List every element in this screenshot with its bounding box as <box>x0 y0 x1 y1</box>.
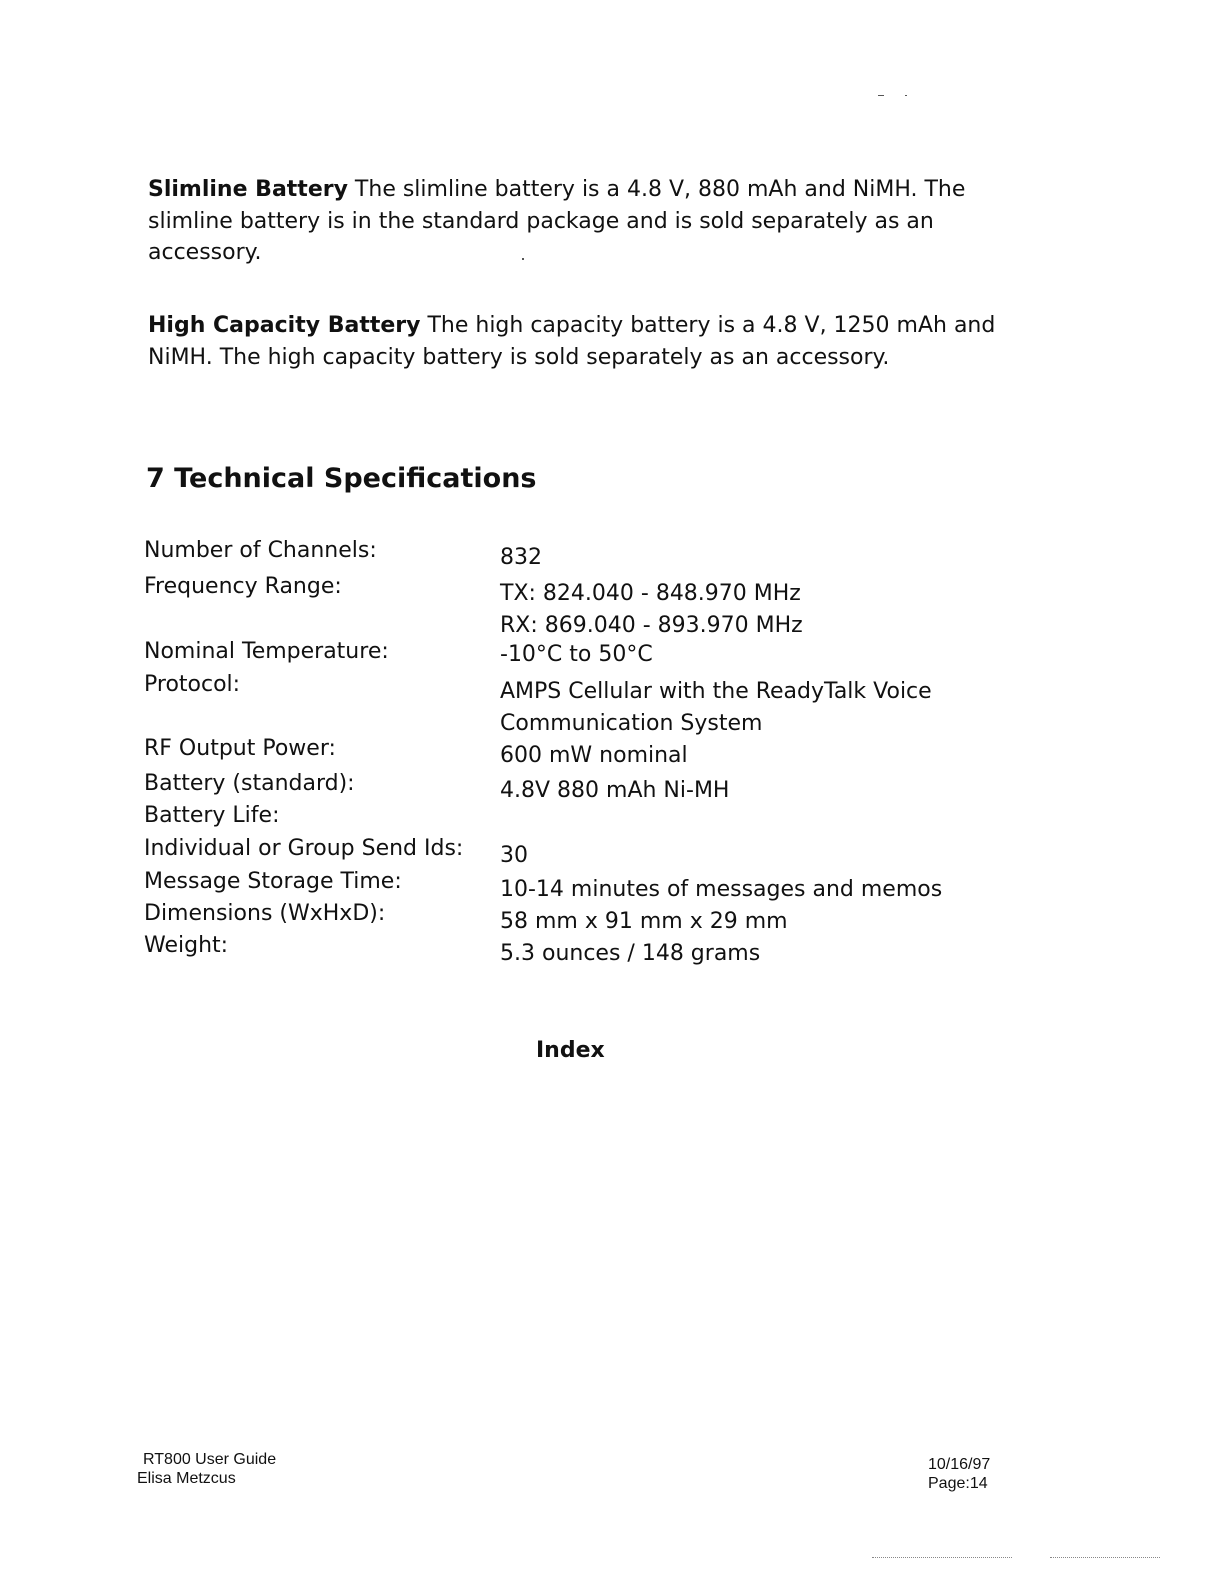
high-capacity-battery-text: The high capacity battery is a 4.8 V, 1250 mAh and NiMH. The high capacity battery is sold separately as an accessory. <box>148 313 996 370</box>
index-heading: Index <box>536 1038 605 1063</box>
spec-label: Battery (standard): <box>144 771 355 796</box>
spec-label: Number of Channels: <box>144 538 377 563</box>
spec-value: 5.3 ounces / 148 grams <box>500 941 761 966</box>
high-capacity-battery-title: High Capacity Battery <box>148 313 421 338</box>
spec-label: RF Output Power: <box>144 736 336 761</box>
footer-doc-title: RT800 User Guide <box>143 1451 277 1468</box>
spec-label: Frequency Range: <box>144 574 342 599</box>
footer-page: Page:14 <box>928 1475 988 1492</box>
scan-speck <box>905 95 907 96</box>
footer-left <box>137 1450 276 1488</box>
slimline-battery-text: The slimline battery is a 4.8 V, 880 mAh and NiMH. The slimline battery is in the standard package and is sold separately as an accessory. <box>148 177 966 265</box>
spec-label: Weight: <box>144 933 229 958</box>
footer-date: 10/16/97 <box>928 1456 991 1473</box>
spec-label: Dimensions (WxHxD): <box>144 901 386 926</box>
spec-label: Battery Life: <box>144 803 280 828</box>
spec-value: RX: 869.040 - 893.970 MHz <box>500 613 803 638</box>
spec-value: -10°C to 50°C <box>500 642 653 667</box>
spec-label: Individual or Group Send Ids: <box>144 836 464 861</box>
spec-value: 10-14 minutes of messages and memos <box>500 877 943 902</box>
spec-label: Message Storage Time: <box>144 869 402 894</box>
spec-value: TX: 824.040 - 848.970 MHz <box>500 581 801 606</box>
spec-value: 58 mm x 91 mm x 29 mm <box>500 909 788 934</box>
footer-author: Elisa Metzcus <box>137 1470 236 1487</box>
high-capacity-battery-paragraph <box>148 310 998 373</box>
footer-right <box>928 1455 990 1493</box>
spec-value: 30 <box>500 843 528 868</box>
spec-value: AMPS Cellular with the ReadyTalk Voice <box>500 679 932 704</box>
spec-value: 4.8V 880 mAh Ni-MH <box>500 778 730 803</box>
scan-noise-line <box>872 1557 1012 1558</box>
slimline-battery-title: Slimline Battery <box>148 177 348 202</box>
slimline-battery-paragraph <box>148 174 998 269</box>
spec-label: Nominal Temperature: <box>144 639 389 664</box>
spec-value: Communication System <box>500 711 763 736</box>
scan-noise-line <box>1050 1557 1160 1558</box>
section-heading: 7 Technical Specifications <box>146 463 537 494</box>
scan-speck <box>522 258 524 260</box>
spec-value: 600 mW nominal <box>500 743 688 768</box>
scan-speck <box>878 95 884 96</box>
spec-label: Protocol: <box>144 672 241 697</box>
spec-value: 832 <box>500 545 542 570</box>
